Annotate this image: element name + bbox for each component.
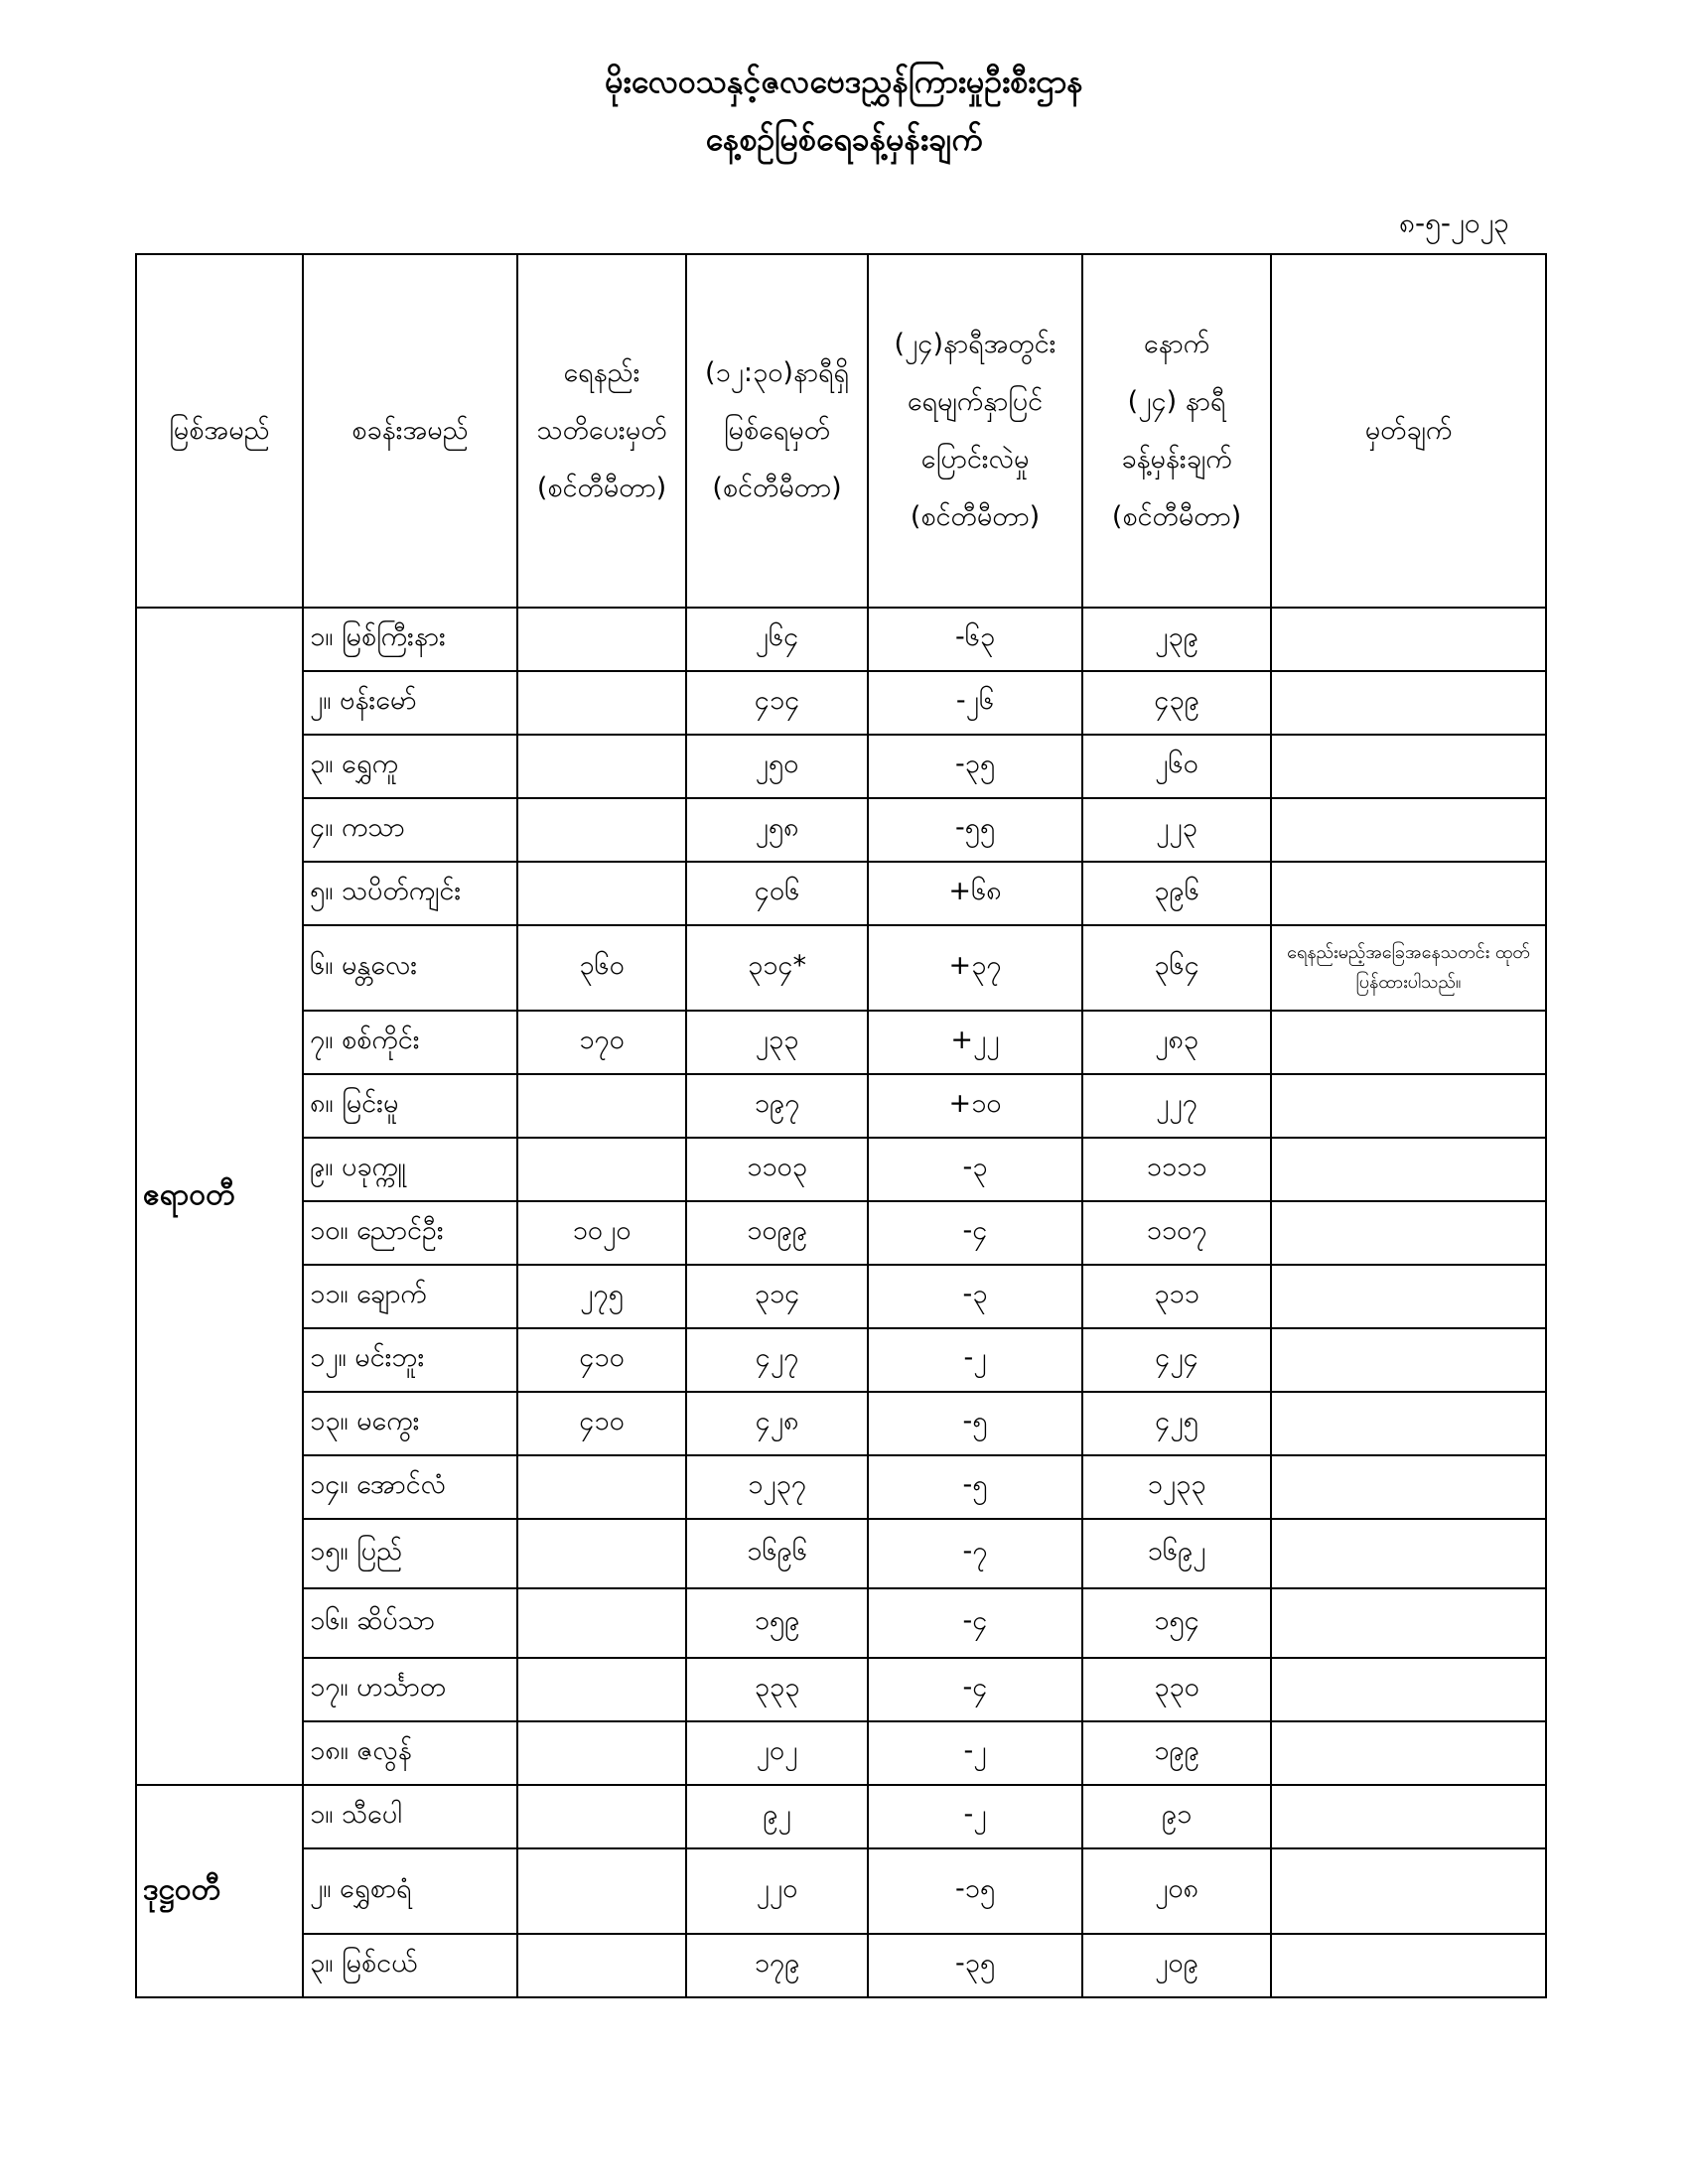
change-cell: -၅ — [868, 1392, 1082, 1455]
station-name-cell: ၁၂။ မင်းဘူး — [303, 1328, 517, 1392]
warning-cell: ၃၆၀ — [517, 925, 686, 1011]
change-cell: -၃ — [868, 1265, 1082, 1328]
change-cell: -၂ — [868, 1785, 1082, 1848]
forecast-cell: ၂၀၉ — [1082, 1934, 1271, 1997]
table-row — [136, 1011, 1546, 1074]
change-cell: -၂၆ — [868, 671, 1082, 735]
forecast-cell: ၃၉၆ — [1082, 862, 1271, 925]
level-cell: ၃၃၃ — [686, 1658, 868, 1721]
change-cell: +၃၇ — [868, 925, 1082, 1011]
station-name-cell: ၂။ ရွှေစာရံ — [303, 1848, 517, 1934]
warning-cell: ၄၁၀ — [517, 1392, 686, 1455]
remark-cell — [1271, 1934, 1546, 1997]
table-row — [136, 608, 1546, 671]
level-cell: ၂၆၄ — [686, 608, 868, 671]
table-row — [136, 735, 1546, 798]
page-title: မိုးလေဝသနှင့်ဇလဗေဒညွှန်ကြားမှုဦးစီးဌာန — [605, 63, 1083, 100]
station-name-cell: ၃။ ရွှေကူ — [303, 735, 517, 798]
warning-cell — [517, 671, 686, 735]
header-water-level: (၁၂:၃၀)နာရီရှိ မြစ်ရေမှတ် (စင်တီမီတာ) — [686, 254, 868, 608]
table-row — [136, 1392, 1546, 1455]
remark-cell — [1271, 862, 1546, 925]
forecast-cell: ၄၃၉ — [1082, 671, 1271, 735]
station-name-cell: ၁။ သီပေါ — [303, 1785, 517, 1848]
station-name-cell: ၃။ မြစ်ငယ် — [303, 1934, 517, 1997]
forecast-cell: ၁၂၃၃ — [1082, 1455, 1271, 1519]
table-row — [136, 1074, 1546, 1138]
table-row — [136, 1848, 1546, 1934]
change-cell: -၇ — [868, 1519, 1082, 1588]
warning-cell: ၁၀၂၀ — [517, 1201, 686, 1265]
level-cell: ၁၀၉၉ — [686, 1201, 868, 1265]
river-name-cell: ဒုဋ္ဌဝတီ — [136, 1785, 303, 1997]
warning-cell — [517, 1455, 686, 1519]
change-cell: -၂ — [868, 1721, 1082, 1785]
forecast-cell: ၃၁၁ — [1082, 1265, 1271, 1328]
warning-cell — [517, 862, 686, 925]
warning-cell — [517, 1934, 686, 1997]
station-name-cell: ၅။ သပိတ်ကျင်း — [303, 862, 517, 925]
table-row — [136, 1201, 1546, 1265]
change-cell: +၁၀ — [868, 1074, 1082, 1138]
station-name-cell: ၆။ မန္တလေး — [303, 925, 517, 1011]
warning-cell — [517, 608, 686, 671]
remark-cell — [1271, 1201, 1546, 1265]
remark-cell — [1271, 1074, 1546, 1138]
report-date: ၈-၅-၂၀၂၃ — [1399, 206, 1509, 239]
station-name-cell: ၁၅။ ပြည် — [303, 1519, 517, 1588]
warning-cell — [517, 735, 686, 798]
forecast-cell: ၄၂၄ — [1082, 1328, 1271, 1392]
level-cell: ၂၀၂ — [686, 1721, 868, 1785]
station-name-cell: ၂။ ဗန်းမော် — [303, 671, 517, 735]
forecast-cell: ၂၈၃ — [1082, 1011, 1271, 1074]
remark-cell — [1271, 1265, 1546, 1328]
change-cell: -၄ — [868, 1658, 1082, 1721]
warning-cell — [517, 1519, 686, 1588]
remark-cell — [1271, 671, 1546, 735]
remark-cell — [1271, 1011, 1546, 1074]
table-row — [136, 1588, 1546, 1658]
remark-cell — [1271, 1721, 1546, 1785]
change-cell: -၃၅ — [868, 1934, 1082, 1997]
table-row — [136, 1519, 1546, 1588]
warning-cell — [517, 1848, 686, 1934]
station-name-cell: ၉။ ပခုက္ကူ — [303, 1138, 517, 1201]
warning-cell — [517, 1721, 686, 1785]
table-row — [136, 1721, 1546, 1785]
remark-cell — [1271, 735, 1546, 798]
remark-cell — [1271, 1328, 1546, 1392]
level-cell: ၁၇၉ — [686, 1934, 868, 1997]
page-subtitle: နေ့စဉ်မြစ်ရေခန့်မှန်းချက် — [705, 120, 983, 158]
warning-cell — [517, 1658, 686, 1721]
remark-cell — [1271, 1519, 1546, 1588]
level-cell: ၂၂၀ — [686, 1848, 868, 1934]
level-cell: ၉၂ — [686, 1785, 868, 1848]
remark-cell — [1271, 1138, 1546, 1201]
change-cell: -၅၅ — [868, 798, 1082, 862]
change-cell: +၂၂ — [868, 1011, 1082, 1074]
change-cell: -၄ — [868, 1588, 1082, 1658]
table-row — [136, 1328, 1546, 1392]
warning-cell — [517, 1138, 686, 1201]
warning-cell — [517, 1588, 686, 1658]
station-name-cell: ၁၀။ ညောင်ဦး — [303, 1201, 517, 1265]
forecast-cell: ၂၂၃ — [1082, 798, 1271, 862]
station-name-cell: ၇။ စစ်ကိုင်း — [303, 1011, 517, 1074]
table-row — [136, 1138, 1546, 1201]
warning-cell — [517, 1074, 686, 1138]
change-cell: +၆၈ — [868, 862, 1082, 925]
table-row — [136, 1934, 1546, 1997]
header-remark: မှတ်ချက် — [1271, 254, 1546, 608]
forecast-cell: ၂၃၉ — [1082, 608, 1271, 671]
station-name-cell: ၁။ မြစ်ကြီးနား — [303, 608, 517, 671]
table-row — [136, 925, 1546, 1011]
warning-cell — [517, 798, 686, 862]
change-cell: -၂ — [868, 1328, 1082, 1392]
level-cell: ၁၅၉ — [686, 1588, 868, 1658]
river-name-cell: ဧရာဝတီ — [136, 608, 303, 1785]
table-row — [136, 798, 1546, 862]
table-row — [136, 1658, 1546, 1721]
forecast-cell: ၂၆၀ — [1082, 735, 1271, 798]
table-row — [136, 1455, 1546, 1519]
remark-cell — [1271, 1848, 1546, 1934]
table-row — [136, 671, 1546, 735]
level-cell: ၄၀၆ — [686, 862, 868, 925]
forecast-cell: ၁၉၉ — [1082, 1721, 1271, 1785]
remark-cell — [1271, 1588, 1546, 1658]
level-cell: ၃၁၄* — [686, 925, 868, 1011]
forecast-cell: ၄၂၅ — [1082, 1392, 1271, 1455]
remark-cell: ရေနည်းမည့်အခြေအနေသတင်း ထုတ်ပြန်ထားပါသည်။ — [1271, 925, 1546, 1011]
station-name-cell: ၈။ မြင်းမူ — [303, 1074, 517, 1138]
level-cell: ၃၁၄ — [686, 1265, 868, 1328]
remark-cell — [1271, 1785, 1546, 1848]
station-name-cell: ၄။ ကသာ — [303, 798, 517, 862]
table-row — [136, 862, 1546, 925]
forecast-cell: ၁၁၀၇ — [1082, 1201, 1271, 1265]
station-name-cell: ၁၄။ အောင်လံ — [303, 1455, 517, 1519]
table-row — [136, 1785, 1546, 1848]
change-cell: -၃၅ — [868, 735, 1082, 798]
remark-cell — [1271, 1658, 1546, 1721]
change-cell: -၃ — [868, 1138, 1082, 1201]
forecast-cell: ၂၀၈ — [1082, 1848, 1271, 1934]
remark-cell — [1271, 798, 1546, 862]
forecast-cell: ၂၂၇ — [1082, 1074, 1271, 1138]
forecast-cell: ၁၆၉၂ — [1082, 1519, 1271, 1588]
header-forecast: နောက် (၂၄) နာရီ ခန့်မှန်းချက် (စင်တီမီတာ) — [1082, 254, 1271, 608]
level-cell: ၂၅၀ — [686, 735, 868, 798]
station-name-cell: ၁၁။ ချောက် — [303, 1265, 517, 1328]
level-cell: ၄၂၇ — [686, 1328, 868, 1392]
header-warning-level: ရေနည်း သတိပေးမှတ် (စင်တီမီတာ) — [517, 254, 686, 608]
warning-cell: ၄၁၀ — [517, 1328, 686, 1392]
forecast-cell: ၁၅၄ — [1082, 1588, 1271, 1658]
level-cell: ၁၂၃၇ — [686, 1455, 868, 1519]
remark-cell — [1271, 608, 1546, 671]
station-name-cell: ၁၈။ ဇလွန် — [303, 1721, 517, 1785]
station-name-cell: ၁၆။ ဆိပ်သာ — [303, 1588, 517, 1658]
level-cell: ၄၂၈ — [686, 1392, 868, 1455]
river-forecast-table — [135, 253, 1547, 1998]
forecast-cell: ၃၆၄ — [1082, 925, 1271, 1011]
header-river: မြစ်အမည် — [136, 254, 303, 608]
change-cell: -၆၃ — [868, 608, 1082, 671]
level-cell: ၄၁၄ — [686, 671, 868, 735]
warning-cell — [517, 1785, 686, 1848]
table-header-row — [136, 254, 1546, 608]
forecast-cell: ၁၁၁၁ — [1082, 1138, 1271, 1201]
level-cell: ၂၅၈ — [686, 798, 868, 862]
remark-cell — [1271, 1455, 1546, 1519]
level-cell: ၁၉၇ — [686, 1074, 868, 1138]
change-cell: -၄ — [868, 1201, 1082, 1265]
forecast-cell: ၃၃၀ — [1082, 1658, 1271, 1721]
level-cell: ၂၃၃ — [686, 1011, 868, 1074]
change-cell: -၅ — [868, 1455, 1082, 1519]
forecast-cell: ၉၁ — [1082, 1785, 1271, 1848]
station-name-cell: ၁၃။ မကွေး — [303, 1392, 517, 1455]
level-cell: ၁၆၉၆ — [686, 1519, 868, 1588]
table-row — [136, 1265, 1546, 1328]
warning-cell: ၁၇၀ — [517, 1011, 686, 1074]
station-name-cell: ၁၇။ ဟင်္သာတ — [303, 1658, 517, 1721]
header-change: (၂၄)နာရီအတွင်း ရေမျက်နှာပြင် ပြောင်းလဲမှု (စင်တီမီတာ) — [868, 254, 1082, 608]
change-cell: -၁၅ — [868, 1848, 1082, 1934]
header-station: စခန်းအမည် — [303, 254, 517, 608]
level-cell: ၁၁၀၃ — [686, 1138, 868, 1201]
remark-cell — [1271, 1392, 1546, 1455]
warning-cell: ၂၇၅ — [517, 1265, 686, 1328]
